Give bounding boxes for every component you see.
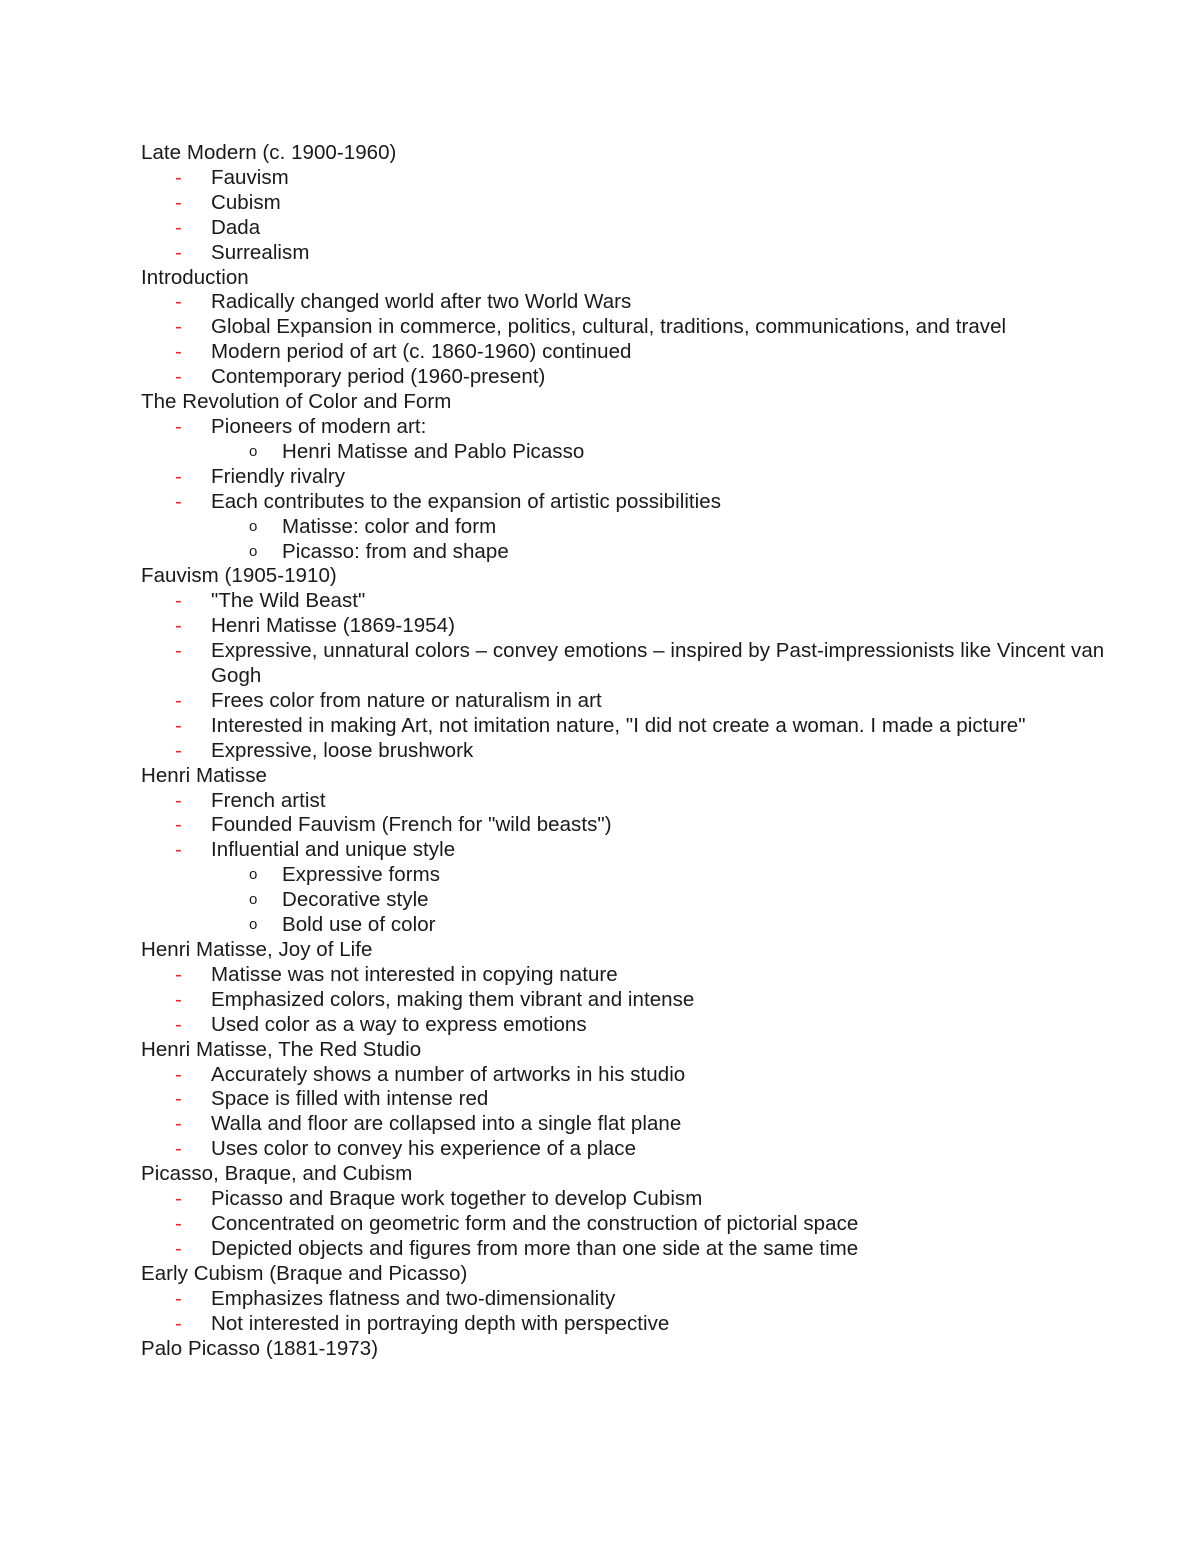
bullet-item-text: Matisse was not interested in copying nature bbox=[211, 962, 618, 986]
bullet-item bbox=[141, 415, 1141, 440]
bullet-item bbox=[141, 739, 1141, 764]
outline-section bbox=[141, 564, 1141, 763]
bullet-item-text: Used color as a way to express emotions bbox=[211, 1012, 587, 1036]
outline-section bbox=[141, 1262, 1141, 1337]
section-heading: Early Cubism (Braque and Picasso) bbox=[141, 1261, 468, 1285]
sub-bullet-item bbox=[141, 440, 1141, 465]
dash-bullet-icon: - bbox=[175, 165, 182, 189]
dash-bullet-icon: - bbox=[175, 1087, 182, 1111]
outline-section bbox=[141, 141, 1141, 266]
section-heading: Henri Matisse, Joy of Life bbox=[141, 938, 373, 961]
dash-bullet-icon: - bbox=[175, 838, 182, 862]
dash-bullet-icon: - bbox=[175, 464, 182, 488]
section-heading: The Revolution of Color and Form bbox=[141, 390, 452, 414]
sub-bullet-item-text: Picasso: from and shape bbox=[282, 539, 509, 563]
section-heading: Palo Picasso (1881-1973) bbox=[141, 1336, 379, 1360]
sub-bullet-item-text: Expressive forms bbox=[282, 863, 441, 887]
bullet-item bbox=[141, 1187, 1141, 1212]
dash-bullet-icon: - bbox=[175, 713, 182, 737]
bullet-item-text: Friendly rivalry bbox=[211, 464, 346, 488]
section-heading: Picasso, Braque, and Cubism bbox=[141, 1162, 413, 1186]
sub-bullet-item bbox=[141, 913, 1141, 938]
bullet-item bbox=[141, 241, 1141, 266]
bullet-item bbox=[141, 838, 1141, 863]
dash-bullet-icon: - bbox=[175, 190, 182, 214]
dash-bullet-icon: - bbox=[175, 1062, 182, 1086]
dash-bullet-icon: - bbox=[175, 1137, 182, 1161]
bullet-item bbox=[141, 315, 1141, 340]
dash-bullet-icon: - bbox=[175, 738, 182, 762]
dash-bullet-icon: - bbox=[175, 489, 182, 513]
sub-bullet-item-text: Bold use of color bbox=[282, 913, 436, 937]
bullet-item-text: Surrealism bbox=[211, 240, 310, 264]
bullet-item bbox=[141, 1087, 1141, 1112]
bullet-item-text: Emphasizes flatness and two-dimensionality bbox=[211, 1286, 616, 1310]
sub-bullet-item-text: Matisse: color and form bbox=[282, 514, 497, 538]
bullet-item bbox=[141, 290, 1141, 315]
bullet-item-text: Uses color to convey his experience of a place bbox=[211, 1137, 637, 1161]
bullet-item bbox=[141, 1112, 1141, 1137]
sub-bullet-item-text: Henri Matisse and Pablo Picasso bbox=[282, 439, 585, 463]
bullet-item-text: Henri Matisse (1869-1954) bbox=[211, 614, 455, 638]
bullet-item bbox=[141, 639, 1141, 689]
bullet-item-text: "The Wild Beast" bbox=[211, 589, 366, 613]
dash-bullet-icon: - bbox=[175, 1286, 182, 1310]
bullet-item bbox=[141, 1237, 1141, 1262]
bullet-item-text: Emphasized colors, making them vibrant and intense bbox=[211, 987, 695, 1011]
circle-bullet-icon: o bbox=[249, 891, 258, 909]
dash-bullet-icon: - bbox=[175, 1112, 182, 1136]
dash-bullet-icon: - bbox=[175, 315, 182, 339]
bullet-item bbox=[141, 1312, 1141, 1337]
sub-bullet-item bbox=[141, 863, 1141, 888]
circle-bullet-icon: o bbox=[249, 442, 258, 460]
bullet-item-text: Fauvism bbox=[211, 165, 289, 189]
dash-bullet-icon: - bbox=[175, 589, 182, 613]
section-heading: Henri Matisse bbox=[141, 763, 267, 787]
bullet-item-text: French artist bbox=[211, 788, 326, 812]
dash-bullet-icon: - bbox=[175, 365, 182, 389]
section-heading: Fauvism (1905-1910) bbox=[141, 564, 337, 588]
bullet-item bbox=[141, 1013, 1141, 1038]
bullet-item-text: Contemporary period (1960-present) bbox=[211, 365, 546, 389]
bullet-item bbox=[141, 1063, 1141, 1088]
bullet-item bbox=[141, 1287, 1141, 1312]
outline-section bbox=[141, 390, 1141, 564]
section-heading: Late Modern (c. 1900-1960) bbox=[141, 141, 397, 164]
dash-bullet-icon: - bbox=[175, 340, 182, 364]
bullet-item bbox=[141, 789, 1141, 814]
bullet-item-text: Picasso and Braque work together to develop Cubism bbox=[211, 1187, 703, 1211]
bullet-item-text: Influential and unique style bbox=[211, 838, 456, 862]
outline-section bbox=[141, 1162, 1141, 1262]
dash-bullet-icon: - bbox=[175, 414, 182, 438]
bullet-item-text: Frees color from nature or naturalism in art bbox=[211, 688, 602, 712]
bullet-item-text: Cubism bbox=[211, 190, 281, 214]
dash-bullet-icon: - bbox=[175, 1211, 182, 1235]
bullet-item bbox=[141, 490, 1141, 515]
bullet-item bbox=[141, 340, 1141, 365]
bullet-item-text: Concentrated on geometric form and the construction of pictorial space bbox=[211, 1211, 859, 1235]
dash-bullet-icon: - bbox=[175, 1187, 182, 1211]
bullet-item-text: Interested in making Art, not imitation nature, "I did not create a woman. I made a picture" bbox=[211, 713, 1026, 737]
bullet-item bbox=[141, 465, 1141, 490]
dash-bullet-icon: - bbox=[175, 987, 182, 1011]
bullet-item-text: Global Expansion in commerce, politics, cultural, traditions, communications, and travel bbox=[211, 315, 1007, 339]
dash-bullet-icon: - bbox=[175, 1311, 182, 1335]
bullet-item-text: Walla and floor are collapsed into a single flat plane bbox=[211, 1112, 682, 1136]
circle-bullet-icon: o bbox=[249, 517, 258, 535]
dash-bullet-icon: - bbox=[175, 962, 182, 986]
dash-bullet-icon: - bbox=[175, 1236, 182, 1260]
dash-bullet-icon: - bbox=[175, 290, 182, 314]
outline-section bbox=[141, 764, 1141, 938]
sub-bullet-item bbox=[141, 540, 1141, 565]
bullet-item bbox=[141, 988, 1141, 1013]
sub-bullet-item-text: Decorative style bbox=[282, 888, 429, 912]
dash-bullet-icon: - bbox=[175, 240, 182, 264]
section-heading: Henri Matisse, The Red Studio bbox=[141, 1037, 422, 1061]
bullet-item bbox=[141, 813, 1141, 838]
dash-bullet-icon: - bbox=[175, 639, 182, 663]
bullet-item-text: Depicted objects and figures from more than one side at the same time bbox=[211, 1236, 859, 1260]
outline-section bbox=[141, 266, 1141, 391]
bullet-item-text: Space is filled with intense red bbox=[211, 1087, 489, 1111]
document-body bbox=[141, 141, 1141, 1361]
bullet-item bbox=[141, 191, 1141, 216]
bullet-item-text: Modern period of art (c. 1860-1960) continued bbox=[211, 340, 632, 364]
bullet-item bbox=[141, 1137, 1141, 1162]
outline-section bbox=[141, 1337, 1141, 1362]
dash-bullet-icon: - bbox=[175, 688, 182, 712]
circle-bullet-icon: o bbox=[249, 542, 258, 560]
circle-bullet-icon: o bbox=[249, 866, 258, 884]
bullet-item bbox=[141, 614, 1141, 639]
section-heading: Introduction bbox=[141, 265, 249, 289]
bullet-item bbox=[141, 714, 1141, 739]
dash-bullet-icon: - bbox=[175, 614, 182, 638]
bullet-item bbox=[141, 589, 1141, 614]
outline-section bbox=[141, 938, 1141, 1038]
bullet-item-text: Pioneers of modern art: bbox=[211, 414, 427, 438]
bullet-item-text: Founded Fauvism (French for "wild beasts") bbox=[211, 813, 612, 837]
bullet-item bbox=[141, 963, 1141, 988]
dash-bullet-icon: - bbox=[175, 1012, 182, 1036]
sub-bullet-item bbox=[141, 515, 1141, 540]
bullet-item-text: Expressive, loose brushwork bbox=[211, 738, 474, 762]
dash-bullet-icon: - bbox=[175, 788, 182, 812]
bullet-item-text: Radically changed world after two World Wars bbox=[211, 290, 632, 314]
bullet-item bbox=[141, 1212, 1141, 1237]
outline-section bbox=[141, 1038, 1141, 1163]
bullet-item bbox=[141, 689, 1141, 714]
bullet-item-text: Dada bbox=[211, 215, 261, 239]
bullet-item bbox=[141, 216, 1141, 241]
circle-bullet-icon: o bbox=[249, 916, 258, 934]
bullet-item-text: Each contributes to the expansion of artistic possibilities bbox=[211, 489, 722, 513]
dash-bullet-icon: - bbox=[175, 215, 182, 239]
bullet-item-text: Accurately shows a number of artworks in his studio bbox=[211, 1062, 686, 1086]
bullet-item bbox=[141, 365, 1141, 390]
sub-bullet-item bbox=[141, 888, 1141, 913]
bullet-item-text: Expressive, unnatural colors – convey emotions – inspired by Past-impressionists like Vincent van Gogh bbox=[211, 639, 1105, 688]
bullet-item-text: Not interested in portraying depth with perspective bbox=[211, 1311, 670, 1335]
dash-bullet-icon: - bbox=[175, 813, 182, 837]
bullet-item bbox=[141, 166, 1141, 191]
